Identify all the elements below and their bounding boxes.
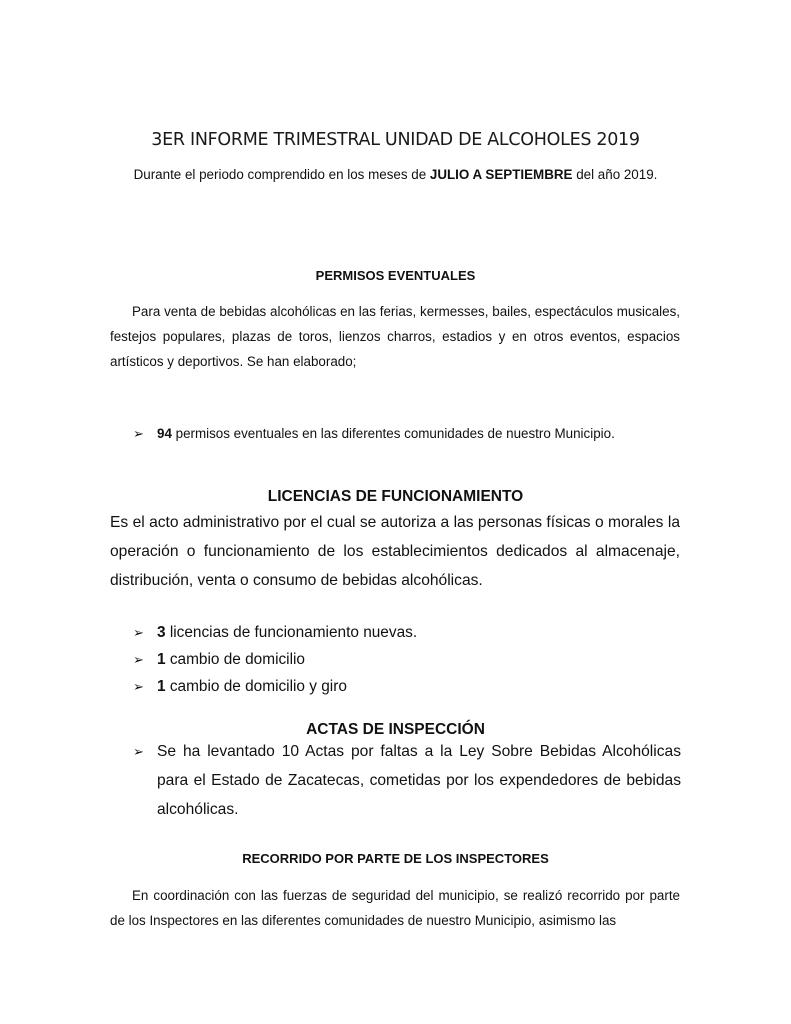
section-heading-permisos: PERMISOS EVENTUALES [315,268,476,283]
arrow-bullet-icon: ➢ [133,652,144,667]
subtitle-text: Durante el periodo comprendido en los meses de [133,167,430,182]
subtitle-period: JULIO A SEPTIEMBRE [429,167,573,182]
bullet-count: 3 [157,624,166,641]
paragraph-permisos: Para venta de bebidas alcohólicas en las ferias, kermesses, bailes, espectáculos musicales, festejos populares, plazas de toros, lienzos charros, estadios y en otros eventos, espacios artísticos y deportivos. Se han elaborado; [110,304,680,369]
section-heading-actas: ACTAS DE INSPECCIÓN [306,721,485,738]
list-item [133,678,347,696]
arrow-bullet-icon: ➢ [133,744,144,759]
bullet-text: cambio de domicilio y giro [165,678,347,695]
list-item [133,651,305,669]
document-title: 3ER INFORME TRIMESTRAL UNIDAD DE ALCOHOLES 2019 [151,130,640,150]
list-item [133,737,681,824]
bullet-text: cambio de domicilio [165,651,305,668]
bullet-text: Se ha levantado 10 Actas por faltas a la Ley Sobre Bebidas Alcohólicas para el Estado de Zacatecas, cometidas por los expendedores de bebidas alcohólicas. [157,743,681,818]
bullet-count: 94 [157,426,172,441]
bullet-count: 1 [157,678,166,695]
bullet-count: 1 [157,651,166,668]
bullet-text: licencias de funcionamiento nuevas. [165,624,418,641]
arrow-bullet-icon: ➢ [133,679,144,694]
subtitle-text-end: del año 2019. [572,167,658,182]
bullet-text: permisos eventuales en las diferentes comunidades de nuestro Municipio. [171,426,615,441]
paragraph-recorrido: En coordinación con las fuerzas de seguridad del municipio, se realizó recorrido por parte de los Inspectores en las diferentes comunidades de nuestro Municipio, asimismo las [110,888,680,928]
list-item [133,426,615,442]
paragraph-licencias: Es el acto administrativo por el cual se autoriza a las personas físicas o morales la operación o funcionamiento de los establecimientos dedicados al almacenaje, distribución, venta o consumo de bebidas alcohólicas. [110,514,680,589]
arrow-bullet-icon: ➢ [133,625,144,640]
arrow-bullet-icon: ➢ [133,426,144,441]
section-heading-licencias: LICENCIAS DE FUNCIONAMIENTO [267,488,524,505]
list-item [133,624,417,642]
document-subtitle [0,167,791,182]
section-heading-recorrido: RECORRIDO POR PARTE DE LOS INSPECTORES [242,851,549,866]
